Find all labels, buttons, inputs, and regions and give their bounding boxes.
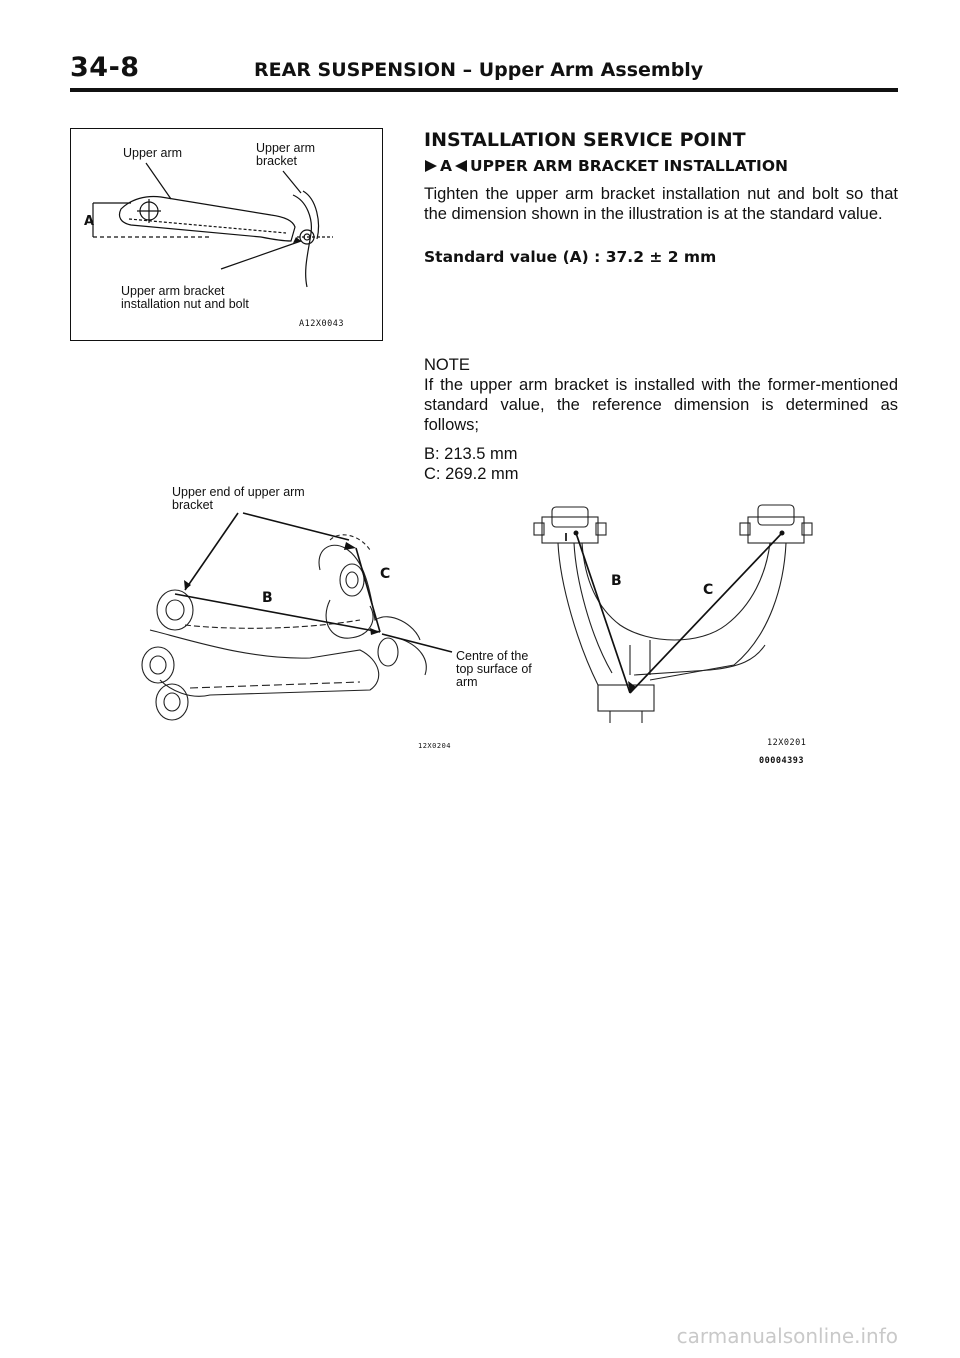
label-nut-1: Upper arm bracket	[121, 284, 225, 298]
letter-b-right: B	[611, 573, 622, 589]
watermark: carmanualsonline.info	[676, 1324, 898, 1348]
note-heading: NOTE	[424, 356, 470, 374]
label-bracket-2: bracket	[256, 154, 297, 168]
dimension-a-label: A	[84, 214, 95, 229]
label-centre-2: top surface of	[456, 662, 532, 676]
upper-arm-side-drawing	[130, 510, 450, 750]
label-upper-end-2: bracket	[172, 498, 213, 512]
code-doc: 00004393	[759, 756, 804, 766]
code-right: 12X0201	[767, 738, 807, 748]
label-centre-1: Centre of the	[456, 649, 529, 663]
page-title: REAR SUSPENSION – Upper Arm Assembly	[254, 59, 704, 81]
figure1-code: A12X0043	[299, 319, 344, 329]
letter-c-right: C	[703, 582, 714, 598]
triangle-right-icon	[424, 159, 438, 173]
label-upper-end-1: Upper end of upper arm	[172, 485, 305, 499]
page-number: 34-8	[70, 52, 140, 83]
subheading-tag: A	[440, 157, 452, 175]
upper-arm-front-drawing	[530, 495, 830, 725]
figure-upper-arm-bracket	[70, 128, 383, 341]
subheading-text: UPPER ARM BRACKET INSTALLATION	[470, 157, 788, 175]
upper-arm-drawing	[71, 129, 384, 342]
note-text: If the upper arm bracket is installed with the former-mentioned standard value, the reference dimension is determined as follows;	[424, 376, 898, 434]
label-bracket-1: Upper arm	[256, 141, 316, 155]
letter-c-left: C	[380, 566, 391, 582]
letter-b-left: B	[262, 590, 273, 606]
standard-value: Standard value (A) : 37.2 ± 2 mm	[424, 248, 717, 266]
dimension-b: B: 213.5 mm	[424, 445, 518, 463]
instruction-paragraph: Tighten the upper arm bracket installation nut and bolt so that the dimension shown in the illustration is at the standard value.	[424, 185, 898, 223]
dimension-c: C: 269.2 mm	[424, 465, 519, 483]
header-rule	[70, 88, 898, 92]
code-left: 12X0204	[418, 742, 452, 750]
label-nut-2: installation nut and bolt	[121, 297, 249, 311]
label-centre-3: arm	[456, 675, 478, 689]
label-upper-arm: Upper arm	[123, 146, 183, 160]
subheading	[424, 157, 788, 175]
triangle-left-icon	[454, 159, 468, 173]
section-heading: INSTALLATION SERVICE POINT	[424, 129, 746, 151]
